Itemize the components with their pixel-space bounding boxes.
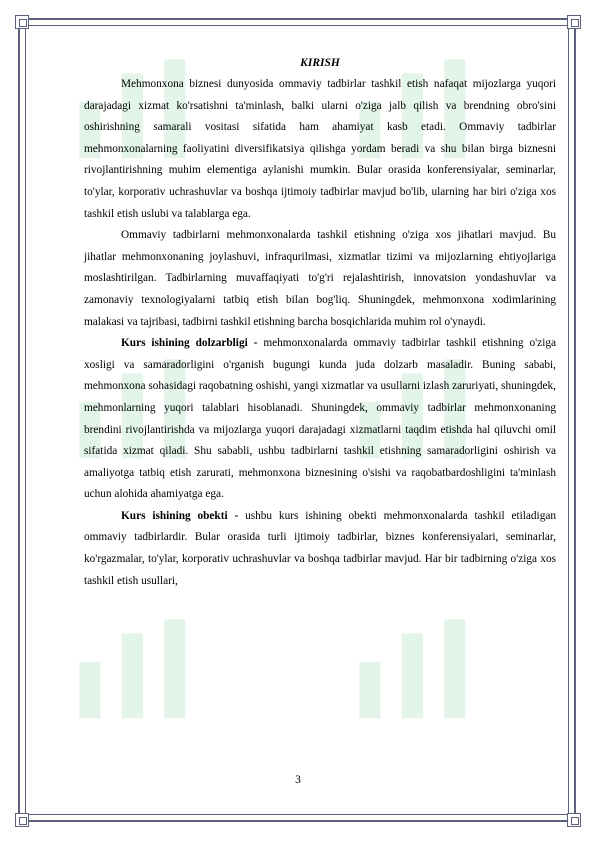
section-title: KIRISH — [300, 57, 340, 69]
border-corner-ornament — [567, 813, 581, 827]
document-body — [84, 52, 556, 592]
paragraph — [84, 333, 556, 506]
border-corner-ornament — [15, 813, 29, 827]
paragraph-lead: Kurs ishining dolzarbligi - — [121, 337, 258, 350]
paragraph — [84, 74, 556, 225]
paragraph — [84, 506, 556, 592]
paragraph-text: mehmonxonalarda ommaviy tadbirlar tashkil etishning o'ziga xosligi va samaradorligini o'rganish bugungi kunda juda dolzarb masaladir. Buning sababi, mehmonxona sohasidagi raqobatning oshishi, yangi xizmatlar va usullarni izlash zaruriyati, shuningdek, mehmonlarning yuqori talablari hisoblanadi. Shuningdek, ommaviy tadbirlar mehmonxonaning brendini rivojlantirishda va mijozlarga yuqori darajadagi xizmatlarni taqdim etishda hal qiluvchi omil sifatida xizmat qiladi. Shu sababli, ushbu tadbirlarni tashkil etishning samaradorligini oshirish va amaliyotga tatbiq etish zarurati, mehmonxona biznesining o'sishi va raqobatbardoshligini ta'minlash uchun alohida ahamiyatga ega. — [84, 337, 557, 501]
paragraph-lead: Kurs ishining obekti - — [121, 509, 239, 522]
paragraph-text: Mehmonxona biznesi dunyosida ommaviy tadbirlar tashkil etish nafaqat mijozlarga yuqori darajadagi xizmat ko'rsatishni ta'minlash, balki ularni o'ziga jalb qilish va brendning obro'sini oshirishning samarali vositasi sifatida ham ahamiyat kasb etadi. Ommaviy tadbirlar mehmonxonalarning faoliyatini diversifikatsiya qilishga yordam beradi va shu bilan birga biznesni rivojlantirishning muhim elementiga aylanishi mumkin. Bular orasida konferensiyalar, seminarlar, to'ylar, korporativ uchrashuvlar va boshqa ijtimoiy tadbirlar mavjud bo'lib, ularning har biri o'ziga xos tashkil etish uslubi va talablarga ega. — [84, 78, 556, 220]
paragraph-text: ushbu kurs ishining obekti mehmonxonalarda tashkil etiladigan ommaviy tadbirlardir. Bular orasida turli ijtimoiy tadbirlar, biznes konferensiyalari, seminarlar, ko'rgazmalar, to'ylar, korporativ uchrashuvlar va boshqa tadbirlar mavjud. Har bir tadbirning o'ziga xos tashkil etish usullari, — [84, 509, 557, 587]
paragraph — [84, 225, 556, 333]
border-corner-ornament — [15, 15, 29, 29]
paragraph-text: Ommaviy tadbirlarni mehmonxonalarda tashkil etishning o'ziga xos jihatlari mavjud. Bu jihatlar mehmonxonaning joylashuvi, infraqurilmasi, xizmatlar tizimi va mijozlarning ehtiyojlariga moslashtirilgan. Tadbirlarning muvaffaqiyati to'g'ri rejalashtirish, innovatsion yondashuvlar va zamonaviy texnologiyalarni tatbiq etish bilan bog'liq. Shuningdek, mehmonxona xodimlarining malakasi va tajribasi, tadbirni tashkil etishning barcha bosqichlarida muhim rol o'ynaydi. — [84, 229, 556, 328]
page-number: 3 — [295, 774, 301, 786]
border-corner-ornament — [567, 15, 581, 29]
